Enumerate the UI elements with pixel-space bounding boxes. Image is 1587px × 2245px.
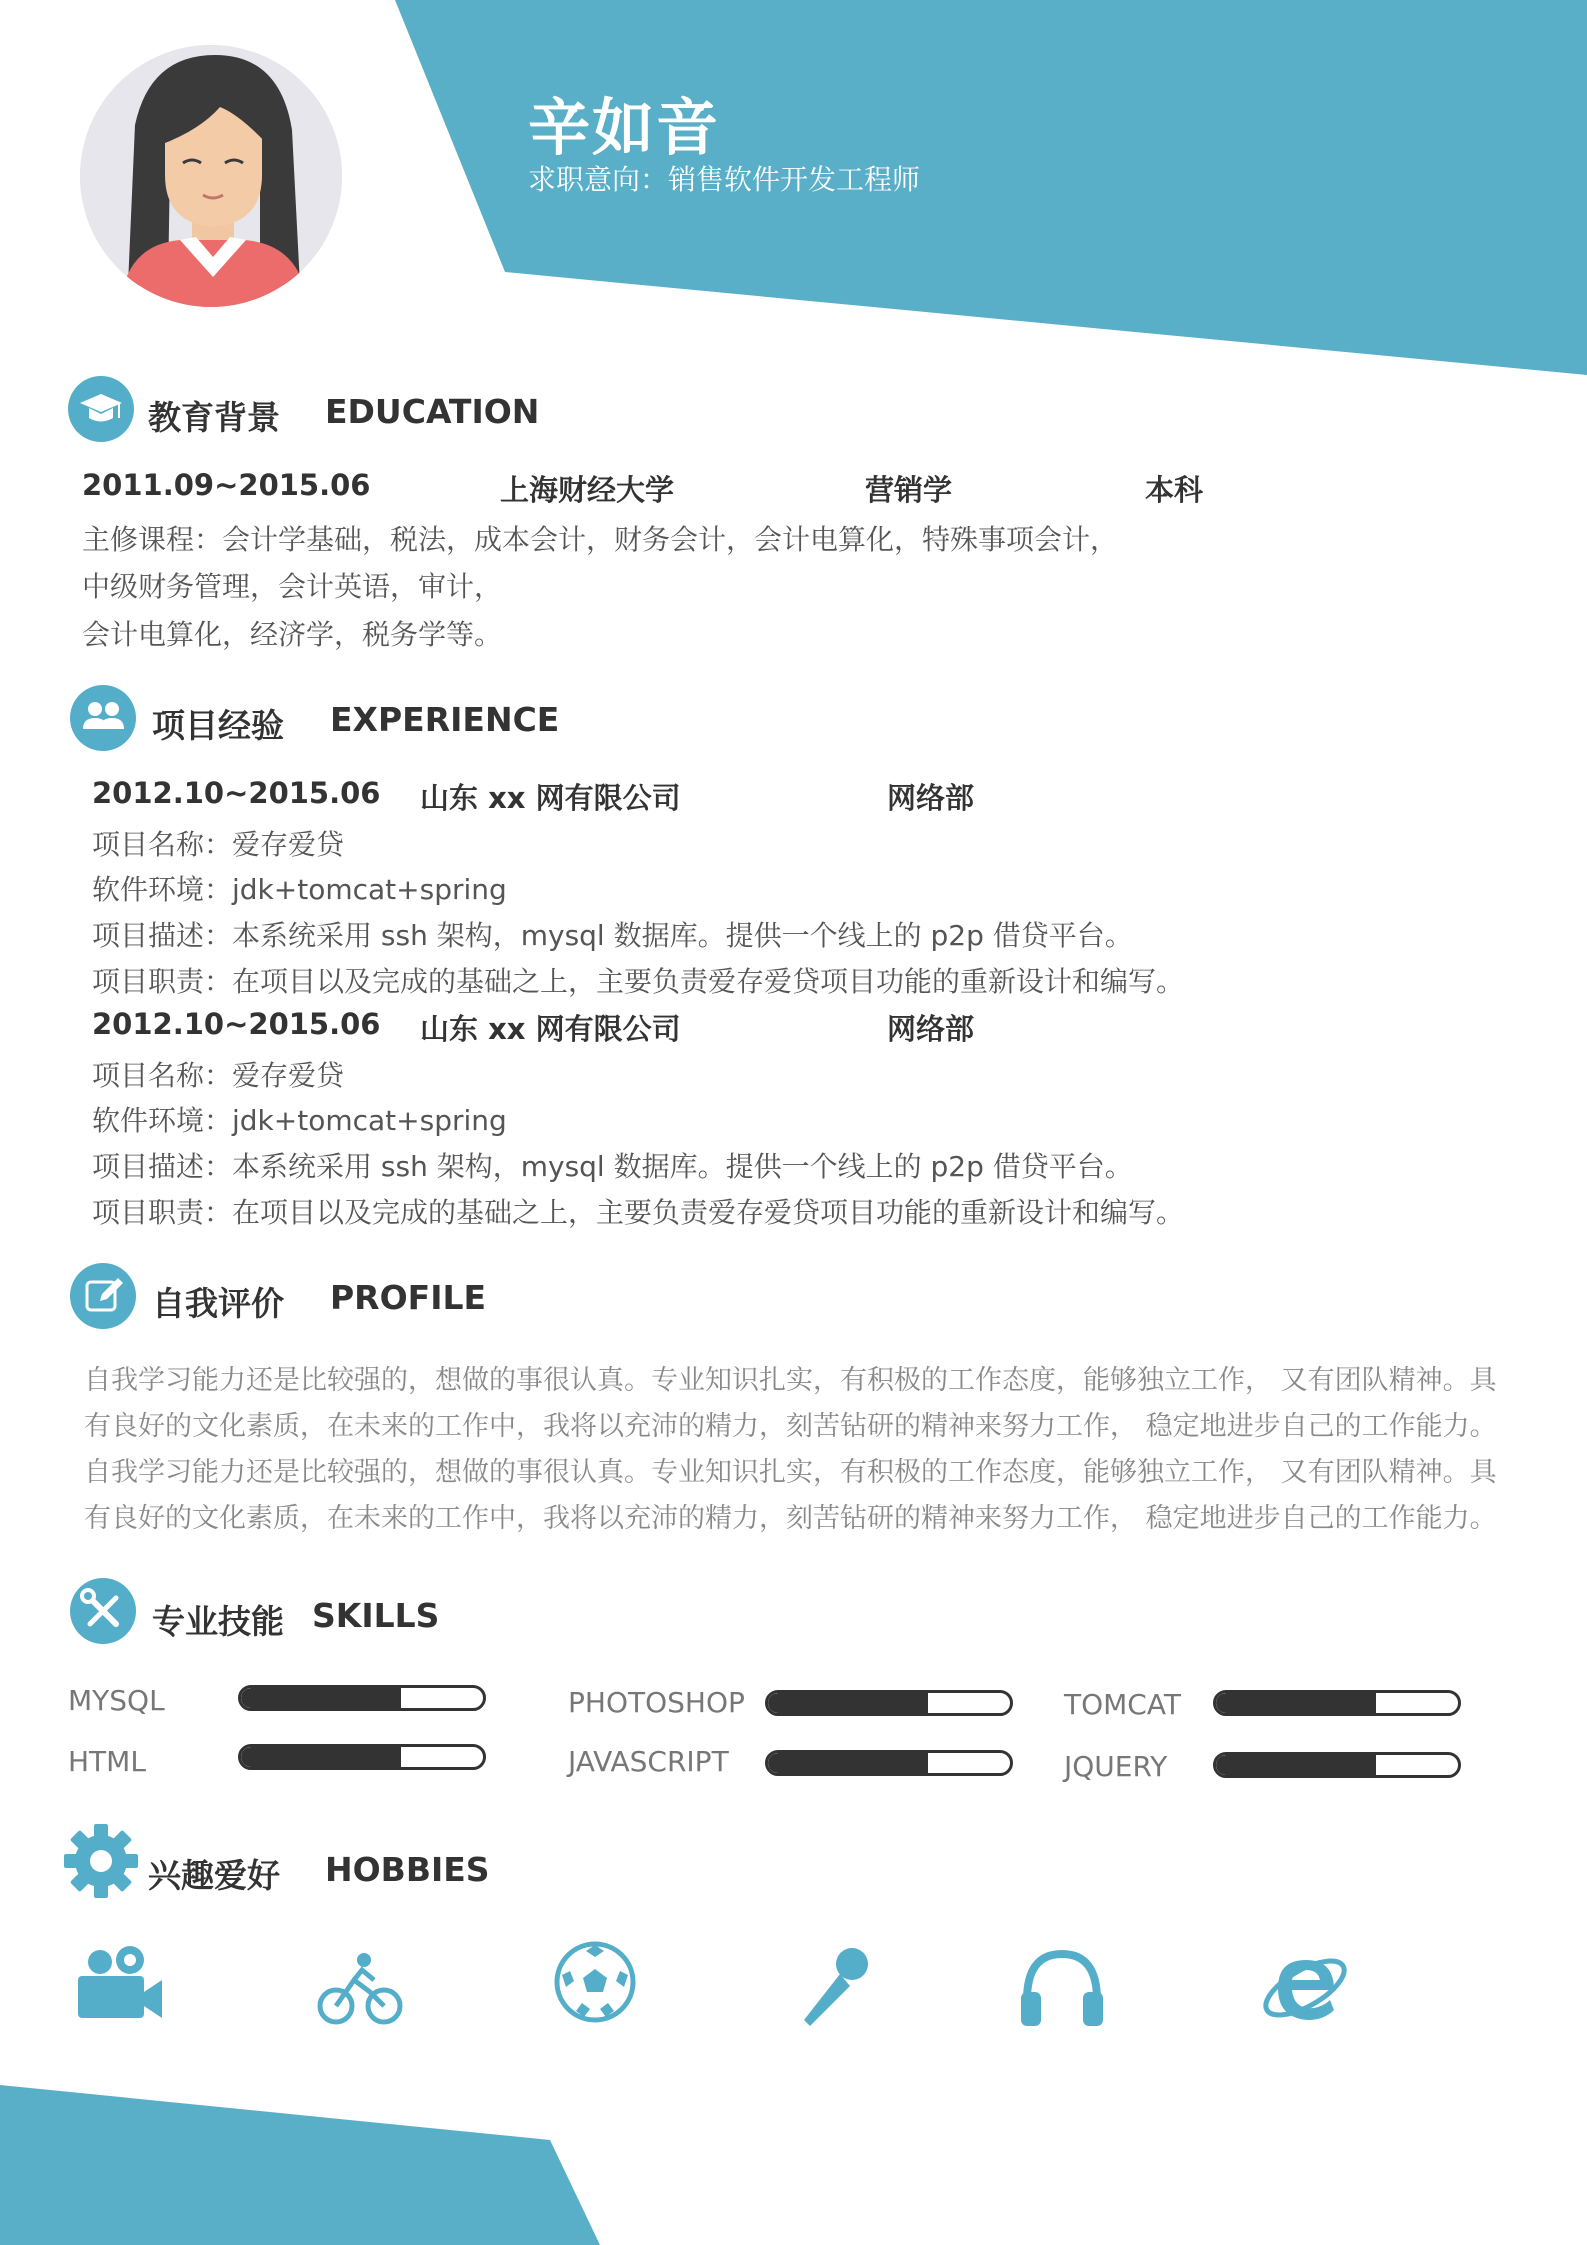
experience-line: 项目职责：在项目以及完成的基础之上，主要负责爱存爱贷项目功能的重新设计和编写。	[92, 965, 1185, 998]
graduation-cap-icon	[68, 376, 134, 442]
education-line: 主修课程：会计学基础，税法，成本会计，财务会计，会计电算化，特殊事项会计，	[82, 523, 1119, 556]
education-school: 上海财经大学	[500, 473, 675, 507]
skill-bar-fill	[768, 1753, 928, 1773]
hobbies-title-en: HOBBIES	[325, 1850, 490, 1889]
profile-title-cn: 自我评价	[152, 1284, 284, 1323]
experience-line: 项目职责：在项目以及完成的基础之上，主要负责爱存爱贷项目功能的重新设计和编写。	[92, 1196, 1185, 1229]
skill-bar	[765, 1690, 1013, 1716]
skill-label: PHOTOSHOP	[568, 1686, 745, 1719]
skill-bar-fill	[241, 1747, 401, 1767]
skill-label: JQUERY	[1064, 1750, 1168, 1783]
skill-bar	[238, 1744, 486, 1770]
skill-bar-fill	[1216, 1693, 1376, 1713]
experience-line: 软件环境：jdk+tomcat+spring	[92, 1104, 507, 1137]
candidate-name: 辛如音	[528, 91, 721, 164]
experience-period: 2012.10~2015.06	[92, 776, 381, 810]
edit-icon	[70, 1263, 136, 1329]
experience-period: 2012.10~2015.06	[92, 1007, 381, 1041]
skill-label: MYSQL	[68, 1684, 165, 1717]
wrench-screwdriver-icon	[70, 1578, 136, 1644]
skills-title-cn: 专业技能	[152, 1602, 284, 1641]
skill-bar-fill	[241, 1688, 401, 1708]
education-degree: 本科	[1145, 473, 1204, 507]
soccer-ball-icon	[548, 1935, 643, 2030]
skill-bar	[1213, 1690, 1461, 1716]
experience-line: 项目描述：本系统采用 ssh 架构，mysql 数据库。提供一个线上的 p2p 借贷平台。	[92, 919, 1133, 952]
education-title-cn: 教育背景	[148, 398, 280, 437]
hobbies-title-cn: 兴趣爱好	[148, 1856, 280, 1895]
profile-line: 有良好的文化素质，在未来的工作中，我将以充沛的精力，刻苦钻研的精神来努力工作， 稳定地进步自己的工作能力。	[84, 1503, 1497, 1534]
skill-bar-fill	[1216, 1755, 1376, 1775]
skill-bar	[238, 1685, 486, 1711]
experience-company: 山东 xx 网有限公司	[420, 1012, 681, 1046]
job-intent: 求职意向：销售软件开发工程师	[528, 163, 921, 196]
education-major: 营销学	[865, 473, 953, 507]
experience-dept: 网络部	[887, 1012, 975, 1046]
skill-bar	[765, 1750, 1013, 1776]
skill-label: JAVASCRIPT	[568, 1745, 729, 1778]
profile-title-en: PROFILE	[330, 1278, 487, 1317]
profile-line: 自我学习能力还是比较强的，想做的事很认真。专业知识扎实，有积极的工作态度，能够独立工作， 又有团队精神。具	[84, 1457, 1497, 1488]
bicycle-icon	[312, 1940, 407, 2035]
skill-label: HTML	[68, 1745, 146, 1778]
microphone-icon	[788, 1940, 883, 2035]
avatar	[80, 45, 342, 307]
education-title-en: EDUCATION	[325, 392, 540, 431]
skill-bar	[1213, 1752, 1461, 1778]
experience-line: 软件环境：jdk+tomcat+spring	[92, 873, 507, 906]
profile-line: 自我学习能力还是比较强的，想做的事很认真。专业知识扎实，有积极的工作态度，能够独立工作， 又有团队精神。具	[84, 1365, 1497, 1396]
video-camera-icon	[72, 1940, 167, 2035]
education-line: 会计电算化，经济学，税务学等。	[82, 618, 503, 651]
headphones-icon	[1015, 1940, 1110, 2035]
education-period: 2011.09~2015.06	[82, 468, 371, 502]
skills-title-en: SKILLS	[312, 1596, 440, 1635]
experience-line: 项目名称：爱存爱贷	[92, 828, 345, 861]
internet-explorer-icon	[1258, 1938, 1353, 2033]
skill-bar-fill	[768, 1693, 928, 1713]
experience-company: 山东 xx 网有限公司	[420, 781, 681, 815]
gear-icon	[62, 1822, 140, 1900]
skill-label: TOMCAT	[1064, 1688, 1181, 1721]
experience-title-en: EXPERIENCE	[330, 700, 560, 739]
footer-shape	[0, 2060, 600, 2245]
team-icon	[70, 685, 136, 751]
profile-line: 有良好的文化素质，在未来的工作中，我将以充沛的精力，刻苦钻研的精神来努力工作， 稳定地进步自己的工作能力。	[84, 1411, 1497, 1442]
experience-dept: 网络部	[887, 781, 975, 815]
experience-line: 项目描述：本系统采用 ssh 架构，mysql 数据库。提供一个线上的 p2p 借贷平台。	[92, 1150, 1133, 1183]
experience-line: 项目名称：爱存爱贷	[92, 1059, 345, 1092]
education-line: 中级财务管理，会计英语，审计，	[82, 570, 503, 603]
profile-text	[84, 1358, 1524, 1542]
experience-title-cn: 项目经验	[152, 706, 284, 745]
